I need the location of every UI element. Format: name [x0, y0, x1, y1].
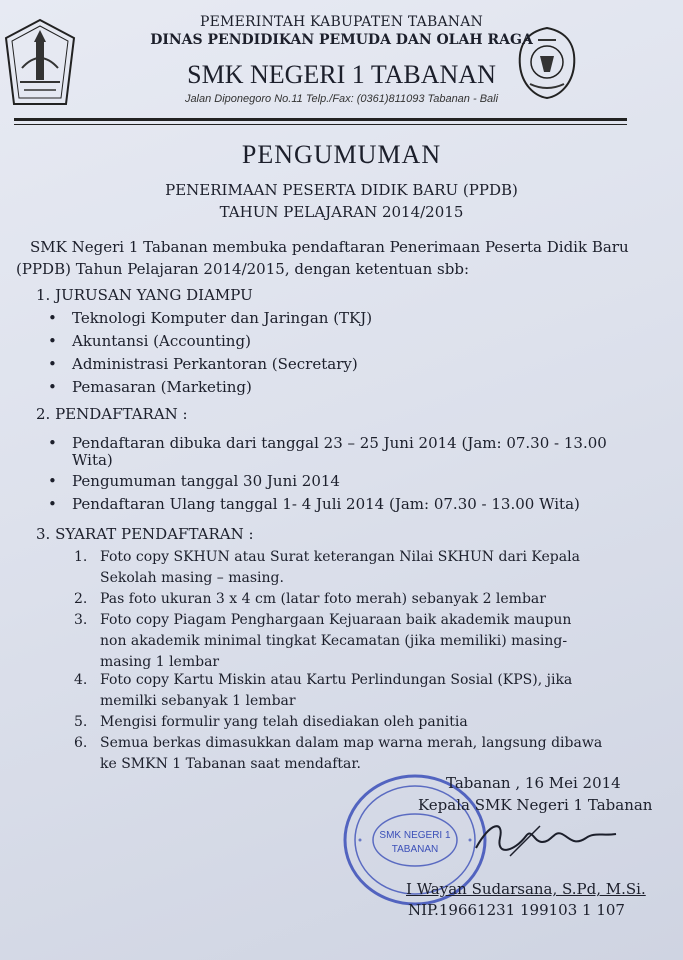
page-title: PENGUMUMAN	[241, 140, 442, 169]
list-item: • Pemasaran (Marketing)	[72, 378, 252, 396]
requirement-line: memilki sebanyak 1 lembar	[100, 693, 296, 709]
list-item: • Administrasi Perkantoran (Secretary)	[72, 355, 358, 373]
item-number: 6.	[74, 735, 88, 751]
list-item: • Pengumuman tanggal 30 Juni 2014	[72, 472, 340, 490]
section-heading-requirements: 3. SYARAT PENDAFTARAN :	[36, 525, 254, 543]
list-item-continuation: Wita)	[72, 451, 113, 469]
requirement-item	[74, 547, 580, 589]
requirement-line: non akademik minimal tingkat Kecamatan (jika memiliki) masing-	[100, 633, 568, 649]
letterhead-school-name: SMK NEGERI 1 TABANAN	[187, 60, 496, 89]
list-item: • Teknologi Komputer dan Jaringan (TKJ)	[72, 309, 372, 327]
requirement-line: Mengisi formulir yang telah disediakan oleh panitia	[100, 714, 468, 730]
requirement-line: Foto copy SKHUN atau Surat keterangan Nilai SKHUN dari Kepala	[100, 549, 580, 565]
letterhead-department: DINAS PENDIDIKAN PEMUDA DAN OLAH RAGA	[150, 32, 533, 48]
list-item: • Pendaftaran dibuka dari tanggal 23 – 25 Juni 2014 (Jam: 07.30 - 13.00	[72, 434, 607, 452]
item-number: 3.	[74, 612, 88, 628]
subtitle-year: TAHUN PELAJARAN 2014/2015	[219, 203, 464, 221]
place-date: Tabanan , 16 Mei 2014	[446, 774, 621, 792]
requirement-line: Foto copy Kartu Miskin atau Kartu Perlindungan Sosial (KPS), jika	[100, 672, 573, 688]
requirement-item	[74, 712, 468, 733]
list-item: • Akuntansi (Accounting)	[72, 332, 251, 350]
requirement-line: masing 1 lembar	[100, 654, 220, 670]
signatory-position: Kepala SMK Negeri 1 Tabanan	[418, 796, 653, 814]
letterhead-government: PEMERINTAH KABUPATEN TABANAN	[200, 14, 483, 30]
stamp-center-line-2: TABANAN	[391, 844, 439, 855]
letterhead-divider	[14, 118, 627, 121]
item-number: 4.	[74, 672, 88, 688]
requirement-item	[74, 589, 546, 610]
letterhead-address: Jalan Diponegoro No.11 Telp./Fax: (0361)811093 Tabanan - Bali	[184, 93, 499, 105]
section-heading-registration: 2. PENDAFTARAN :	[36, 405, 188, 423]
list-item: • Pendaftaran Ulang tanggal 1- 4 Juli 2014 (Jam: 07.30 - 13.00 Wita)	[72, 495, 580, 513]
requirement-line: Sekolah masing – masing.	[100, 570, 284, 586]
handwritten-signature	[470, 812, 620, 868]
requirement-line: Foto copy Piagam Penghargaan Kejuaraan baik akademik maupun	[100, 612, 572, 628]
item-number: 5.	[74, 714, 88, 730]
signatory-name: I Wayan Sudarsana, S.Pd, M.Si.	[406, 880, 646, 898]
intro-line-1: SMK Negeri 1 Tabanan membuka pendaftaran Penerimaan Peserta Didik Baru	[30, 238, 629, 256]
intro-line-2: (PPDB) Tahun Pelajaran 2014/2015, dengan ketentuan sbb:	[16, 260, 470, 278]
item-number: 1.	[74, 549, 88, 565]
requirement-line: ke SMKN 1 Tabanan saat mendaftar.	[100, 756, 361, 772]
subtitle-program: PENERIMAAN PESERTA DIDIK BARU (PPDB)	[165, 181, 518, 199]
item-number: 2.	[74, 591, 88, 607]
signatory-nip: NIP.19661231 199103 1 107	[408, 901, 625, 919]
section-heading-majors: 1. JURUSAN YANG DIAMPU	[36, 286, 253, 304]
requirement-item	[74, 670, 573, 712]
requirement-item	[74, 610, 572, 673]
requirement-line: Pas foto ukuran 3 x 4 cm (latar foto merah) sebanyak 2 lembar	[100, 591, 546, 607]
letterhead-divider-thin	[14, 124, 627, 125]
stamp-center-line-1: SMK NEGERI 1	[379, 830, 451, 841]
requirement-item	[74, 733, 603, 775]
requirement-line: Semua berkas dimasukkan dalam map warna merah, langsung dibawa	[100, 735, 603, 751]
